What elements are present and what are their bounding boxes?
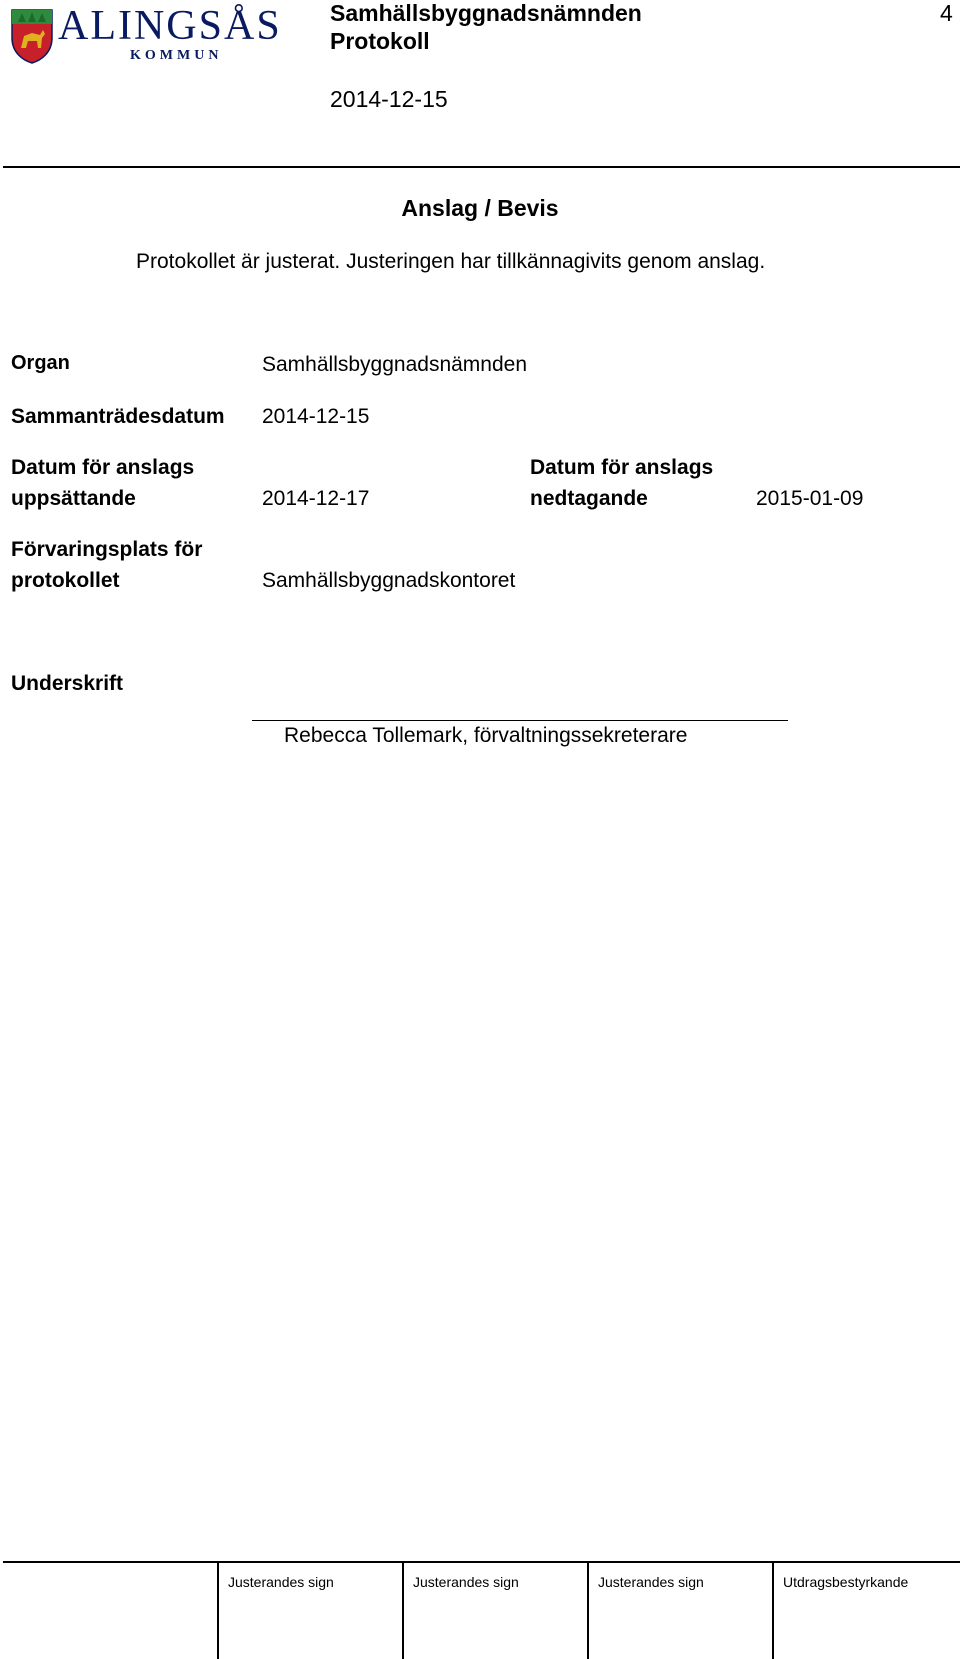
signature-label: Underskrift xyxy=(11,672,124,695)
storage-label-line2: protokollet xyxy=(11,569,120,592)
signature-line xyxy=(252,720,788,721)
footer-certification-cell xyxy=(772,1562,960,1659)
footer-sign-label: Justerandes sign xyxy=(598,1574,704,1590)
footer-sign-label: Justerandes sign xyxy=(228,1574,334,1590)
meeting-date-value: 2014-12-15 xyxy=(262,405,370,428)
removal-date-label-line2: nedtagande xyxy=(530,487,648,510)
footer-sign-cell-3 xyxy=(587,1562,772,1659)
posting-date-label-line1: Datum för anslags xyxy=(11,456,195,479)
footer-sign-cell-1 xyxy=(217,1562,402,1659)
header-divider xyxy=(3,166,960,168)
page-title: Anslag / Bevis xyxy=(401,195,559,221)
header-document-type: Protokoll xyxy=(330,28,430,54)
page-number: 4 xyxy=(940,0,953,26)
logo-subtitle: KOMMUN xyxy=(130,48,223,63)
organ-value: Samhällsbyggnadsnämnden xyxy=(262,353,528,376)
removal-date-value: 2015-01-09 xyxy=(756,487,864,510)
organ-label: Organ xyxy=(11,352,70,374)
logo-wordmark: ALINGSÅS xyxy=(58,3,282,49)
footer-certification-label: Utdragsbestyrkande xyxy=(783,1574,909,1590)
meeting-date-label: Sammanträdesdatum xyxy=(11,405,225,428)
storage-label-line1: Förvaringsplats för xyxy=(11,538,203,561)
posting-date-value: 2014-12-17 xyxy=(262,487,370,510)
intro-text: Protokollet är justerat. Justeringen har tillkännagivits genom anslag. xyxy=(136,250,766,273)
municipality-logo xyxy=(10,3,288,66)
header-organization: Samhällsbyggnadsnämnden xyxy=(330,0,642,26)
storage-value: Samhällsbyggnadskontoret xyxy=(262,569,516,592)
posting-date-label-line2: uppsättande xyxy=(11,487,136,510)
signatory-name: Rebecca Tollemark, förvaltningssekreterare xyxy=(284,724,688,747)
header-date: 2014-12-15 xyxy=(330,86,448,112)
removal-date-label-line1: Datum för anslags xyxy=(530,456,714,479)
footer-sign-cell-2 xyxy=(402,1562,587,1659)
footer-sign-label: Justerandes sign xyxy=(413,1574,519,1590)
coat-of-arms-icon xyxy=(10,8,54,64)
